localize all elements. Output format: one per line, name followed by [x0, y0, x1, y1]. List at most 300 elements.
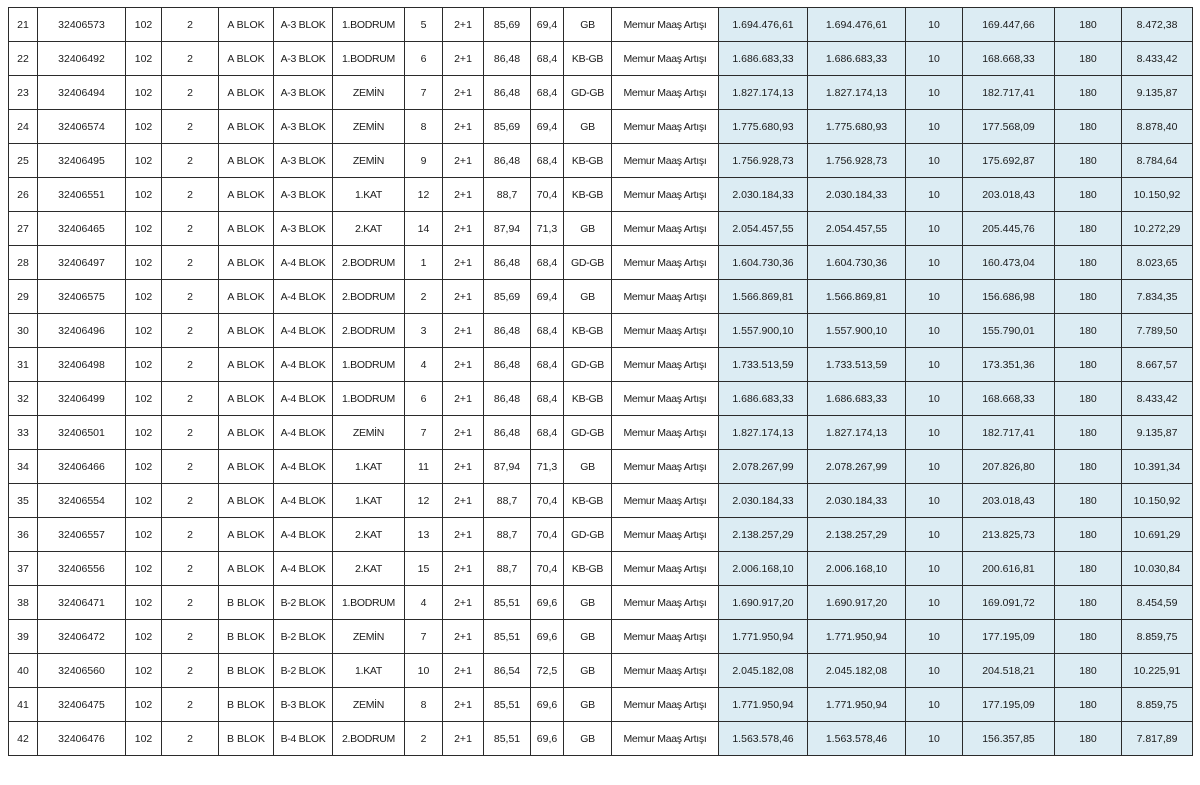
down-payment-cell: 177.568,09: [963, 110, 1055, 144]
rate-cell: 10: [906, 212, 963, 246]
term-cell: 180: [1055, 8, 1122, 42]
note-cell: Memur Maaş Artışı: [612, 518, 719, 552]
down-payment-cell: 182.717,41: [963, 76, 1055, 110]
down-payment-cell: 160.473,04: [963, 246, 1055, 280]
facade-cell: GB: [564, 450, 612, 484]
table-row: [9, 620, 1193, 654]
id-cell: 32406494: [38, 76, 126, 110]
rate-cell: 10: [906, 348, 963, 382]
sub-block-cell: A-4 BLOK: [274, 382, 333, 416]
row-no-cell: 31: [9, 348, 38, 382]
block-cell: A BLOK: [219, 416, 274, 450]
note-cell: Memur Maaş Artışı: [612, 552, 719, 586]
net-area-cell: 69,6: [531, 586, 564, 620]
table-row: [9, 722, 1193, 756]
rooms-cell: 2+1: [443, 552, 484, 586]
term-cell: 180: [1055, 144, 1122, 178]
table-row: [9, 110, 1193, 144]
note-cell: Memur Maaş Artışı: [612, 246, 719, 280]
row-no-cell: 37: [9, 552, 38, 586]
type-cell: 2: [162, 654, 219, 688]
floor-cell: ZEMİN: [333, 688, 405, 722]
facade-cell: GB: [564, 688, 612, 722]
code-cell: 102: [126, 722, 162, 756]
price-alt-cell: 2.030.184,33: [808, 178, 906, 212]
down-payment-cell: 156.686,98: [963, 280, 1055, 314]
facade-cell: GB: [564, 8, 612, 42]
floor-cell: 1.KAT: [333, 450, 405, 484]
block-cell: B BLOK: [219, 722, 274, 756]
gross-area-cell: 86,48: [484, 314, 531, 348]
installment-cell: 8.859,75: [1122, 620, 1193, 654]
code-cell: 102: [126, 586, 162, 620]
term-cell: 180: [1055, 280, 1122, 314]
installment-cell: 10.150,92: [1122, 178, 1193, 212]
code-cell: 102: [126, 314, 162, 348]
price-cell: 1.771.950,94: [719, 620, 808, 654]
gross-area-cell: 86,54: [484, 654, 531, 688]
note-cell: Memur Maaş Artışı: [612, 212, 719, 246]
id-cell: 32406560: [38, 654, 126, 688]
floor-cell: 2.KAT: [333, 212, 405, 246]
sub-block-cell: A-4 BLOK: [274, 484, 333, 518]
facade-cell: GB: [564, 212, 612, 246]
door-no-cell: 6: [405, 42, 443, 76]
sub-block-cell: A-4 BLOK: [274, 416, 333, 450]
gross-area-cell: 87,94: [484, 450, 531, 484]
floor-cell: 2.BODRUM: [333, 246, 405, 280]
row-no-cell: 25: [9, 144, 38, 178]
type-cell: 2: [162, 620, 219, 654]
installment-cell: 8.433,42: [1122, 42, 1193, 76]
rate-cell: 10: [906, 110, 963, 144]
gross-area-cell: 85,51: [484, 722, 531, 756]
rooms-cell: 2+1: [443, 8, 484, 42]
net-area-cell: 69,4: [531, 280, 564, 314]
id-cell: 32406476: [38, 722, 126, 756]
id-cell: 32406574: [38, 110, 126, 144]
rate-cell: 10: [906, 246, 963, 280]
type-cell: 2: [162, 314, 219, 348]
price-cell: 1.566.869,81: [719, 280, 808, 314]
term-cell: 180: [1055, 552, 1122, 586]
down-payment-cell: 168.668,33: [963, 382, 1055, 416]
net-area-cell: 71,3: [531, 450, 564, 484]
price-cell: 1.827.174,13: [719, 416, 808, 450]
gross-area-cell: 86,48: [484, 382, 531, 416]
floor-cell: 1.BODRUM: [333, 8, 405, 42]
rate-cell: 10: [906, 8, 963, 42]
down-payment-cell: 203.018,43: [963, 178, 1055, 212]
sub-block-cell: B-2 BLOK: [274, 620, 333, 654]
price-alt-cell: 1.756.928,73: [808, 144, 906, 178]
rate-cell: 10: [906, 280, 963, 314]
price-alt-cell: 1.694.476,61: [808, 8, 906, 42]
row-no-cell: 38: [9, 586, 38, 620]
note-cell: Memur Maaş Artışı: [612, 144, 719, 178]
facade-cell: GB: [564, 620, 612, 654]
table-row: [9, 552, 1193, 586]
door-no-cell: 7: [405, 76, 443, 110]
rate-cell: 10: [906, 518, 963, 552]
price-cell: 2.078.267,99: [719, 450, 808, 484]
table-row: [9, 450, 1193, 484]
net-area-cell: 70,4: [531, 484, 564, 518]
price-cell: 1.686.683,33: [719, 382, 808, 416]
rooms-cell: 2+1: [443, 76, 484, 110]
door-no-cell: 13: [405, 518, 443, 552]
table-row: [9, 348, 1193, 382]
table-row: [9, 688, 1193, 722]
installment-cell: 10.225,91: [1122, 654, 1193, 688]
rooms-cell: 2+1: [443, 110, 484, 144]
price-cell: 1.563.578,46: [719, 722, 808, 756]
id-cell: 32406497: [38, 246, 126, 280]
row-no-cell: 34: [9, 450, 38, 484]
code-cell: 102: [126, 8, 162, 42]
installment-cell: 8.433,42: [1122, 382, 1193, 416]
id-cell: 32406492: [38, 42, 126, 76]
block-cell: A BLOK: [219, 518, 274, 552]
rooms-cell: 2+1: [443, 654, 484, 688]
block-cell: A BLOK: [219, 450, 274, 484]
price-cell: 1.775.680,93: [719, 110, 808, 144]
block-cell: A BLOK: [219, 484, 274, 518]
code-cell: 102: [126, 246, 162, 280]
installment-cell: 9.135,87: [1122, 76, 1193, 110]
installment-cell: 10.391,34: [1122, 450, 1193, 484]
rooms-cell: 2+1: [443, 620, 484, 654]
term-cell: 180: [1055, 42, 1122, 76]
rate-cell: 10: [906, 76, 963, 110]
floor-cell: 2.BODRUM: [333, 722, 405, 756]
floor-cell: 2.BODRUM: [333, 314, 405, 348]
gross-area-cell: 85,51: [484, 688, 531, 722]
note-cell: Memur Maaş Artışı: [612, 110, 719, 144]
net-area-cell: 72,5: [531, 654, 564, 688]
net-area-cell: 68,4: [531, 246, 564, 280]
net-area-cell: 70,4: [531, 178, 564, 212]
rooms-cell: 2+1: [443, 416, 484, 450]
sub-block-cell: B-2 BLOK: [274, 654, 333, 688]
gross-area-cell: 86,48: [484, 416, 531, 450]
net-area-cell: 68,4: [531, 144, 564, 178]
sub-block-cell: A-4 BLOK: [274, 246, 333, 280]
term-cell: 180: [1055, 586, 1122, 620]
block-cell: A BLOK: [219, 348, 274, 382]
note-cell: Memur Maaş Artışı: [612, 314, 719, 348]
id-cell: 32406465: [38, 212, 126, 246]
type-cell: 2: [162, 76, 219, 110]
rate-cell: 10: [906, 144, 963, 178]
price-cell: 2.054.457,55: [719, 212, 808, 246]
installment-cell: 10.272,29: [1122, 212, 1193, 246]
code-cell: 102: [126, 76, 162, 110]
rooms-cell: 2+1: [443, 484, 484, 518]
net-area-cell: 68,4: [531, 42, 564, 76]
type-cell: 2: [162, 722, 219, 756]
rate-cell: 10: [906, 484, 963, 518]
installment-cell: 8.878,40: [1122, 110, 1193, 144]
code-cell: 102: [126, 382, 162, 416]
row-no-cell: 28: [9, 246, 38, 280]
down-payment-cell: 213.825,73: [963, 518, 1055, 552]
net-area-cell: 69,6: [531, 688, 564, 722]
row-no-cell: 42: [9, 722, 38, 756]
door-no-cell: 9: [405, 144, 443, 178]
facade-cell: GD-GB: [564, 348, 612, 382]
net-area-cell: 68,4: [531, 416, 564, 450]
table-row: [9, 8, 1193, 42]
table-row: [9, 518, 1193, 552]
floor-cell: 2.KAT: [333, 518, 405, 552]
door-no-cell: 8: [405, 688, 443, 722]
block-cell: A BLOK: [219, 110, 274, 144]
term-cell: 180: [1055, 348, 1122, 382]
type-cell: 2: [162, 416, 219, 450]
door-no-cell: 1: [405, 246, 443, 280]
table-body: [9, 8, 1193, 756]
sub-block-cell: A-3 BLOK: [274, 76, 333, 110]
price-cell: 1.557.900,10: [719, 314, 808, 348]
code-cell: 102: [126, 280, 162, 314]
price-cell: 1.771.950,94: [719, 688, 808, 722]
facade-cell: KB-GB: [564, 144, 612, 178]
sub-block-cell: A-4 BLOK: [274, 348, 333, 382]
rate-cell: 10: [906, 178, 963, 212]
table-row: [9, 178, 1193, 212]
door-no-cell: 4: [405, 348, 443, 382]
table-row: [9, 654, 1193, 688]
id-cell: 32406556: [38, 552, 126, 586]
id-cell: 32406466: [38, 450, 126, 484]
gross-area-cell: 86,48: [484, 246, 531, 280]
block-cell: A BLOK: [219, 314, 274, 348]
rate-cell: 10: [906, 42, 963, 76]
rate-cell: 10: [906, 586, 963, 620]
sub-block-cell: B-3 BLOK: [274, 688, 333, 722]
sub-block-cell: A-3 BLOK: [274, 8, 333, 42]
code-cell: 102: [126, 654, 162, 688]
price-cell: 2.030.184,33: [719, 178, 808, 212]
price-alt-cell: 2.006.168,10: [808, 552, 906, 586]
table-row: [9, 416, 1193, 450]
gross-area-cell: 85,69: [484, 8, 531, 42]
price-cell: 1.694.476,61: [719, 8, 808, 42]
note-cell: Memur Maaş Artışı: [612, 450, 719, 484]
note-cell: Memur Maaş Artışı: [612, 280, 719, 314]
facade-cell: KB-GB: [564, 552, 612, 586]
row-no-cell: 29: [9, 280, 38, 314]
row-no-cell: 33: [9, 416, 38, 450]
price-alt-cell: 1.690.917,20: [808, 586, 906, 620]
type-cell: 2: [162, 552, 219, 586]
term-cell: 180: [1055, 722, 1122, 756]
note-cell: Memur Maaş Artışı: [612, 76, 719, 110]
row-no-cell: 26: [9, 178, 38, 212]
facade-cell: GD-GB: [564, 246, 612, 280]
installment-cell: 8.667,57: [1122, 348, 1193, 382]
sub-block-cell: A-3 BLOK: [274, 144, 333, 178]
block-cell: A BLOK: [219, 144, 274, 178]
net-area-cell: 70,4: [531, 552, 564, 586]
net-area-cell: 69,4: [531, 8, 564, 42]
type-cell: 2: [162, 246, 219, 280]
net-area-cell: 71,3: [531, 212, 564, 246]
rate-cell: 10: [906, 620, 963, 654]
net-area-cell: 69,6: [531, 722, 564, 756]
row-no-cell: 32: [9, 382, 38, 416]
down-payment-cell: 169.447,66: [963, 8, 1055, 42]
floor-cell: 1.BODRUM: [333, 382, 405, 416]
id-cell: 32406554: [38, 484, 126, 518]
price-cell: 1.733.513,59: [719, 348, 808, 382]
price-alt-cell: 1.557.900,10: [808, 314, 906, 348]
gross-area-cell: 86,48: [484, 348, 531, 382]
table-row: [9, 212, 1193, 246]
sub-block-cell: A-3 BLOK: [274, 110, 333, 144]
term-cell: 180: [1055, 450, 1122, 484]
table-row: [9, 586, 1193, 620]
type-cell: 2: [162, 144, 219, 178]
price-alt-cell: 1.827.174,13: [808, 76, 906, 110]
type-cell: 2: [162, 212, 219, 246]
net-area-cell: 68,4: [531, 382, 564, 416]
row-no-cell: 41: [9, 688, 38, 722]
price-alt-cell: 1.827.174,13: [808, 416, 906, 450]
door-no-cell: 14: [405, 212, 443, 246]
note-cell: Memur Maaş Artışı: [612, 688, 719, 722]
installment-cell: 8.859,75: [1122, 688, 1193, 722]
rate-cell: 10: [906, 450, 963, 484]
block-cell: A BLOK: [219, 8, 274, 42]
term-cell: 180: [1055, 212, 1122, 246]
installment-cell: 10.691,29: [1122, 518, 1193, 552]
id-cell: 32406498: [38, 348, 126, 382]
code-cell: 102: [126, 518, 162, 552]
code-cell: 102: [126, 348, 162, 382]
door-no-cell: 4: [405, 586, 443, 620]
installment-cell: 9.135,87: [1122, 416, 1193, 450]
table-row: [9, 280, 1193, 314]
facade-cell: GD-GB: [564, 416, 612, 450]
sub-block-cell: A-3 BLOK: [274, 178, 333, 212]
floor-cell: 1.BODRUM: [333, 42, 405, 76]
note-cell: Memur Maaş Artışı: [612, 382, 719, 416]
type-cell: 2: [162, 688, 219, 722]
id-cell: 32406495: [38, 144, 126, 178]
down-payment-cell: 203.018,43: [963, 484, 1055, 518]
table-row: [9, 246, 1193, 280]
gross-area-cell: 88,7: [484, 484, 531, 518]
gross-area-cell: 86,48: [484, 144, 531, 178]
rooms-cell: 2+1: [443, 518, 484, 552]
note-cell: Memur Maaş Artışı: [612, 348, 719, 382]
sub-block-cell: B-4 BLOK: [274, 722, 333, 756]
id-cell: 32406573: [38, 8, 126, 42]
type-cell: 2: [162, 42, 219, 76]
installment-cell: 7.817,89: [1122, 722, 1193, 756]
note-cell: Memur Maaş Artışı: [612, 654, 719, 688]
price-cell: 2.045.182,08: [719, 654, 808, 688]
door-no-cell: 2: [405, 722, 443, 756]
gross-area-cell: 85,51: [484, 620, 531, 654]
installment-cell: 10.030,84: [1122, 552, 1193, 586]
type-cell: 2: [162, 8, 219, 42]
sub-block-cell: A-4 BLOK: [274, 280, 333, 314]
block-cell: A BLOK: [219, 212, 274, 246]
row-no-cell: 40: [9, 654, 38, 688]
rooms-cell: 2+1: [443, 586, 484, 620]
term-cell: 180: [1055, 246, 1122, 280]
table-row: [9, 382, 1193, 416]
door-no-cell: 7: [405, 620, 443, 654]
gross-area-cell: 86,48: [484, 76, 531, 110]
term-cell: 180: [1055, 110, 1122, 144]
price-cell: 1.604.730,36: [719, 246, 808, 280]
sub-block-cell: A-3 BLOK: [274, 212, 333, 246]
down-payment-cell: 155.790,01: [963, 314, 1055, 348]
price-alt-cell: 2.030.184,33: [808, 484, 906, 518]
price-list-table: [8, 7, 1193, 756]
rooms-cell: 2+1: [443, 382, 484, 416]
facade-cell: GD-GB: [564, 518, 612, 552]
row-no-cell: 23: [9, 76, 38, 110]
id-cell: 32406471: [38, 586, 126, 620]
note-cell: Memur Maaş Artışı: [612, 620, 719, 654]
id-cell: 32406472: [38, 620, 126, 654]
door-no-cell: 8: [405, 110, 443, 144]
price-alt-cell: 1.771.950,94: [808, 620, 906, 654]
term-cell: 180: [1055, 620, 1122, 654]
price-alt-cell: 1.733.513,59: [808, 348, 906, 382]
facade-cell: KB-GB: [564, 382, 612, 416]
rate-cell: 10: [906, 382, 963, 416]
type-cell: 2: [162, 178, 219, 212]
rooms-cell: 2+1: [443, 212, 484, 246]
down-payment-cell: 200.616,81: [963, 552, 1055, 586]
id-cell: 32406496: [38, 314, 126, 348]
term-cell: 180: [1055, 76, 1122, 110]
gross-area-cell: 85,69: [484, 280, 531, 314]
installment-cell: 7.834,35: [1122, 280, 1193, 314]
gross-area-cell: 85,51: [484, 586, 531, 620]
rooms-cell: 2+1: [443, 688, 484, 722]
down-payment-cell: 204.518,21: [963, 654, 1055, 688]
down-payment-cell: 182.717,41: [963, 416, 1055, 450]
rooms-cell: 2+1: [443, 42, 484, 76]
code-cell: 102: [126, 212, 162, 246]
price-cell: 1.686.683,33: [719, 42, 808, 76]
door-no-cell: 12: [405, 484, 443, 518]
facade-cell: GD-GB: [564, 76, 612, 110]
floor-cell: 2.KAT: [333, 552, 405, 586]
rate-cell: 10: [906, 722, 963, 756]
floor-cell: 1.KAT: [333, 484, 405, 518]
installment-cell: 8.454,59: [1122, 586, 1193, 620]
table-row: [9, 314, 1193, 348]
sub-block-cell: A-4 BLOK: [274, 314, 333, 348]
price-alt-cell: 1.566.869,81: [808, 280, 906, 314]
id-cell: 32406499: [38, 382, 126, 416]
block-cell: A BLOK: [219, 382, 274, 416]
floor-cell: 2.BODRUM: [333, 280, 405, 314]
net-area-cell: 69,4: [531, 110, 564, 144]
rooms-cell: 2+1: [443, 144, 484, 178]
rooms-cell: 2+1: [443, 178, 484, 212]
installment-cell: 8.784,64: [1122, 144, 1193, 178]
price-cell: 1.756.928,73: [719, 144, 808, 178]
